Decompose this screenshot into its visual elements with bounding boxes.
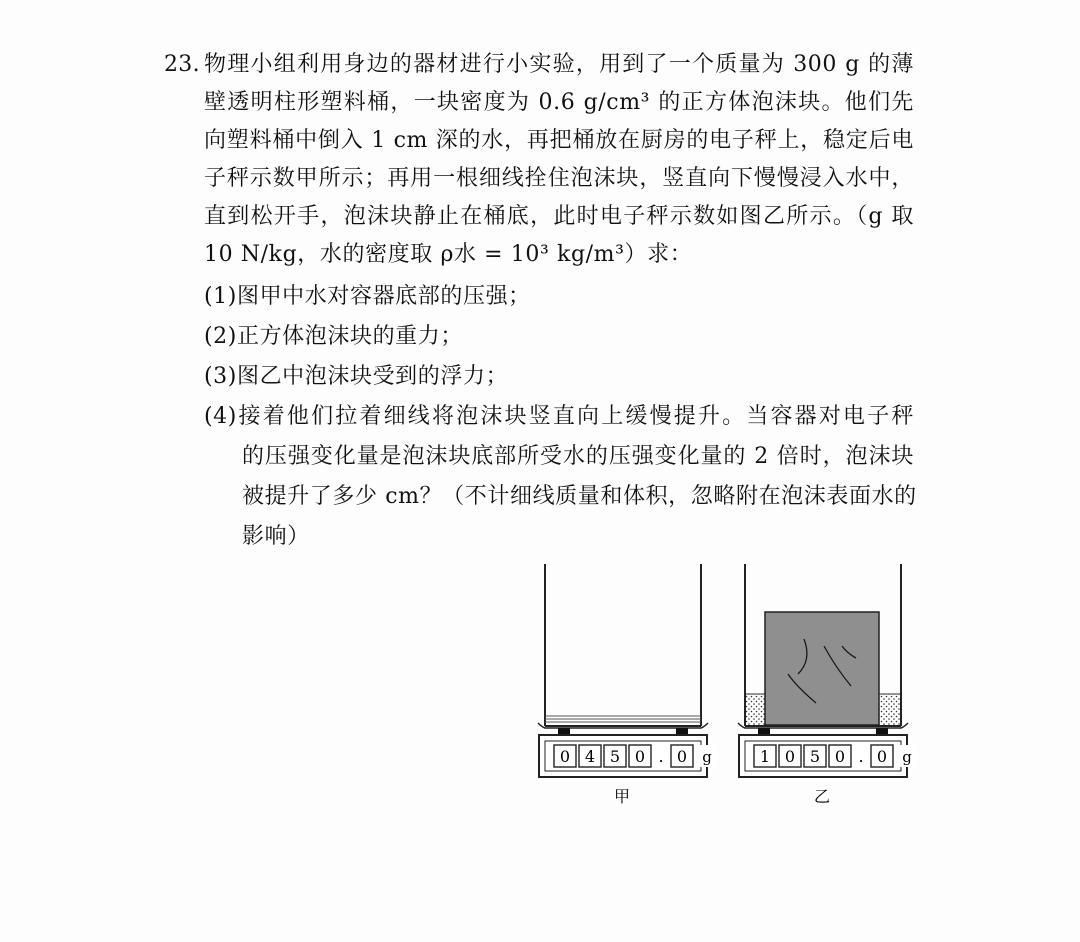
scale-jia-digit: 0 [634, 747, 646, 766]
scale-jia-digit: 0 [676, 747, 688, 766]
question-line-2: 壁透明柱形塑料桶，一块密度为 0.6 g/cm³ 的正方体泡沫块。他们先 [204, 90, 914, 115]
question-line-3: 向塑料桶中倒入 1 cm 深的水，再把桶放在厨房的电子秤上，稳定后电 [204, 128, 914, 153]
question-line-6: 10 N/kg，水的密度取 ρ水 = 10³ kg/m³）求： [204, 242, 693, 267]
sub-question-4-line-1: (4)接着他们拉着细线将泡沫块竖直向上缓慢提升。当容器对电子秤 [204, 404, 914, 429]
scale-display-jia [554, 745, 718, 767]
scale-yi-unit: g [902, 748, 912, 766]
question-number: 23. [164, 52, 200, 77]
sub-question-1: (1)图甲中水对容器底部的压强； [204, 284, 531, 309]
experiment-figure [520, 550, 920, 820]
scale-yi-digit: 5 [809, 747, 821, 766]
scale-display-yi [754, 745, 918, 767]
sub-question-4-line-3: 被提升了多少 cm？（不计细线质量和体积，忽略附在泡沫表面水的 [242, 484, 917, 509]
figure-caption-jia: 甲 [613, 787, 631, 806]
foam-block [765, 612, 879, 725]
sub-question-3: (3)图乙中泡沫块受到的浮力； [204, 364, 509, 389]
scale-yi-digit: . [858, 747, 864, 766]
sub-question-4-line-4: 影响） [242, 524, 310, 549]
scale-jia-digit: 0 [559, 747, 571, 766]
scale-jia-digit: 4 [584, 747, 596, 766]
experiment-diagram [520, 550, 920, 820]
sub-question-4-line-2: 的压强变化量是泡沫块底部所受水的压强变化量的 2 倍时，泡沫块 [242, 444, 914, 469]
scale-jia-unit: g [702, 748, 712, 766]
scale-jia-digit: 5 [609, 747, 621, 766]
scale-yi-digit: 1 [759, 747, 771, 766]
question-line-5: 直到松开手，泡沫块静止在桶底，此时电子秤示数如图乙所示。（g 取 [204, 204, 914, 229]
scale-yi-digit: 0 [876, 747, 888, 766]
scale-jia-digit: . [658, 747, 664, 766]
scale-yi-digit: 0 [834, 747, 846, 766]
question-line-1: 物理小组利用身边的器材进行小实验，用到了一个质量为 300 g 的薄 [204, 52, 914, 77]
figure-caption-yi: 乙 [813, 787, 831, 806]
scale-yi-digit: 0 [784, 747, 796, 766]
sub-question-2: (2)正方体泡沫块的重力； [204, 324, 463, 349]
question-line-4: 子秤示数甲所示；再用一根细线拴住泡沫块，竖直向下慢慢浸入水中， [204, 166, 914, 191]
